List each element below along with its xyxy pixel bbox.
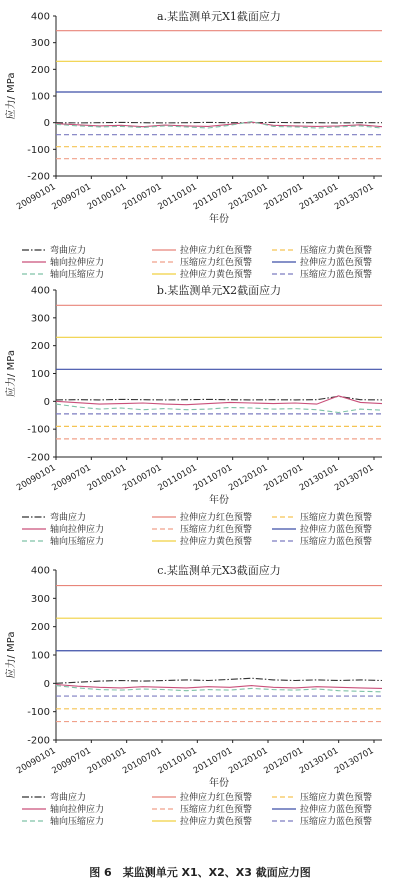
series-line-bending [56,122,382,123]
legend-label-axial_compress: 轴向压缩应力 [50,817,105,827]
x-tick-label: 20120101 [227,462,270,494]
y-tick-label: 400 [30,285,50,297]
x-tick-label: 20090701 [50,462,93,494]
legend-label-tensile_yellow: 拉伸应力黄色预警 [180,537,253,547]
legend-label-tensile_yellow: 拉伸应力黄色预警 [180,817,253,827]
y-tick-label: 100 [30,91,50,103]
x-tick-label: 20090101 [15,745,58,777]
x-tick-label: 20090701 [50,745,93,777]
legend-label-axial_tensile: 轴向拉伸应力 [50,525,105,535]
x-tick-label: 20130101 [297,462,341,494]
legend-label-compress_blue: 压缩应力蓝色预警 [300,537,373,547]
x-tick-label: 20110101 [156,462,199,494]
x-tick-label: 20100101 [85,462,129,494]
legend-label-tensile_red: 拉伸应力红色预警 [180,246,253,256]
x-tick-label: 20110701 [191,181,235,213]
y-tick-label: 200 [30,341,50,353]
x-tick-label: 20120701 [262,181,305,213]
legend-label-tensile_red: 拉伸应力红色预警 [180,793,253,803]
legend-label-compress_blue: 压缩应力蓝色预警 [300,817,373,827]
y-tick-label: 400 [30,11,50,23]
y-tick-label: 200 [30,622,50,634]
legend-label-compress_red: 压缩应力红色预警 [180,805,253,815]
x-tick-label: 20120101 [227,181,270,213]
x-tick-label: 20090701 [50,181,93,213]
x-axis-title: 年份 [209,495,229,506]
legend-label-compress_red: 压缩应力红色预警 [180,258,253,268]
legend-label-axial_compress: 轴向压缩应力 [50,270,105,280]
x-tick-label: 20100701 [121,462,164,494]
y-tick-label: 200 [30,64,50,76]
chart-panel-2 [4,283,382,547]
y-tick-label: -100 [27,144,50,156]
y-tick-label: 100 [30,369,50,380]
x-axis-title: 年份 [209,778,229,789]
x-tick-label: 20120701 [262,745,305,777]
y-tick-label: -200 [27,171,50,183]
x-tick-label: 20100701 [121,745,164,777]
x-tick-label: 20120701 [262,462,305,494]
legend-label-axial_tensile: 轴向拉伸应力 [50,258,105,268]
x-tick-label: 20120101 [227,745,270,777]
legend-label-axial_compress: 轴向压缩应力 [50,537,105,547]
series-line-axial_tensile [56,685,382,689]
chart-title: a.某监测单元X1截面应力 [157,10,281,23]
legend-label-tensile_blue: 拉伸应力蓝色预警 [300,258,373,268]
x-tick-label: 20130701 [333,462,376,494]
legend-label-tensile_yellow: 拉伸应力黄色预警 [180,270,253,280]
y-axis-title: 应力/ MPa [6,72,17,120]
y-tick-label: 300 [30,313,50,325]
legend-1 [22,244,372,280]
x-tick-label: 20110701 [191,462,235,494]
legend-label-compress_blue: 压缩应力蓝色预警 [300,270,373,280]
x-axis-title: 年份 [209,214,229,225]
x-tick-label: 20110701 [191,745,235,777]
chart-panel-3 [4,563,382,827]
legend-label-compress_yellow: 压缩应力黄色预警 [300,513,373,523]
legend-2 [22,511,372,547]
series-line-axial_compress [56,404,382,412]
legend-label-compress_red: 压缩应力红色预警 [180,525,253,535]
x-tick-label: 20130701 [333,745,376,777]
y-tick-label: 400 [30,565,50,577]
y-tick-label: 300 [30,38,50,50]
y-tick-label: 0 [43,118,50,130]
legend-label-tensile_red: 拉伸应力红色预警 [180,513,253,523]
x-tick-label: 20130701 [333,181,376,213]
y-tick-label: 300 [30,593,50,605]
series-line-bending [56,678,382,683]
x-tick-label: 20110101 [156,181,199,213]
y-axis-title: 应力/ MPa [6,631,17,679]
y-tick-label: -200 [27,452,50,464]
y-tick-label: 100 [30,650,50,662]
x-tick-label: 20090101 [15,462,58,494]
legend-label-tensile_blue: 拉伸应力蓝色预警 [300,525,373,535]
y-tick-label: 0 [43,396,50,408]
figure-caption: 图 6 某监测单元 X1、X2、X3 截面应力图 [89,866,311,879]
x-tick-label: 20090101 [15,181,58,213]
legend-3 [22,791,372,827]
y-tick-label: 0 [43,678,50,690]
x-tick-label: 20100701 [121,181,164,213]
y-tick-label: -100 [27,707,50,719]
y-axis-title: 应力/ MPa [6,350,17,397]
legend-label-bending: 弯曲应力 [50,513,87,523]
y-tick-label: -100 [27,424,50,436]
x-tick-label: 20130101 [297,745,341,777]
legend-label-tensile_blue: 拉伸应力蓝色预警 [300,805,373,815]
legend-label-axial_tensile: 轴向拉伸应力 [50,805,105,815]
legend-label-bending: 弯曲应力 [50,246,87,256]
x-tick-label: 20100101 [85,181,129,213]
legend-label-compress_yellow: 压缩应力黄色预警 [300,793,373,803]
chart-title: c.某监测单元X3截面应力 [157,564,281,577]
y-tick-label: -200 [27,735,50,747]
x-tick-label: 20130101 [297,181,341,213]
chart-panel-1 [4,9,382,280]
legend-label-compress_yellow: 压缩应力黄色预警 [300,246,373,256]
legend-label-bending: 弯曲应力 [50,793,87,803]
chart-title: b.某监测单元X2截面应力 [156,284,282,297]
x-tick-label: 20110101 [156,745,199,777]
x-tick-label: 20100101 [85,745,129,777]
